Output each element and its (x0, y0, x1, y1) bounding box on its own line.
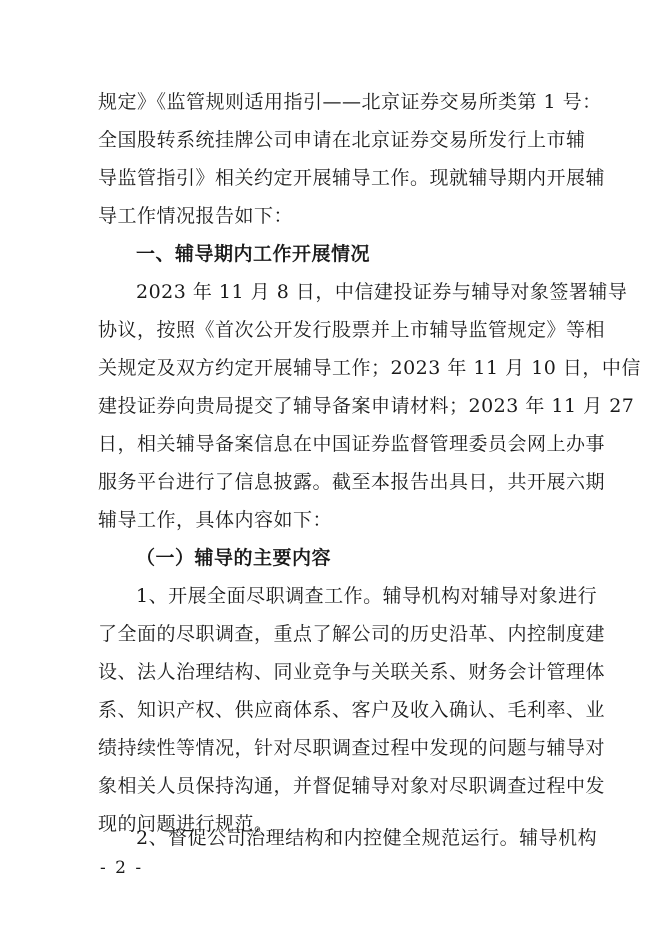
subsection-heading: （一）辅导的主要内容 (136, 547, 332, 569)
section-para-line-2: 协议，按照《首次公开发行股票并上市辅导监管规定》等相 (98, 319, 606, 341)
intro-line-3: 导监管指引》相关约定开展辅导工作。现就辅导期内开展辅 (98, 167, 606, 189)
section-para-line-6: 服务平台进行了信息披露。截至本报告出具日，共开展六期 (98, 471, 606, 493)
section-heading: 一、辅导期内工作开展情况 (136, 243, 371, 265)
section-para-line-1: 2023 年 11 月 8 日，中信建投证券与辅导对象签署辅导 (136, 281, 628, 303)
section-para-line-4: 建投证券向贵局提交了辅导备案申请材料；2023 年 11 月 27 (98, 395, 635, 417)
item1-line-1: 1、开展全面尽职调查工作。辅导机构对辅导对象进行 (136, 585, 598, 607)
page-number: - 2 - (100, 858, 144, 878)
item1-line-3: 设、法人治理结构、同业竞争与关联关系、财务会计管理体 (98, 661, 606, 683)
item1-line-2: 了全面的尽职调查，重点了解公司的历史沿革、内控制度建 (98, 623, 606, 645)
section-para-line-5: 日，相关辅导备案信息在中国证券监督管理委员会网上办事 (98, 433, 606, 455)
item2-line-1: 2、督促公司治理结构和内控健全规范运行。辅导机构 (136, 827, 598, 849)
item1-line-5: 绩持续性等情况，针对尽职调查过程中发现的问题与辅导对 (98, 737, 606, 759)
intro-line-1: 规定》《监管规则适用指引——北京证券交易所类第 1 号： (98, 91, 602, 113)
section-para-line-3: 关规定及双方约定开展辅导工作；2023 年 11 月 10 日，中信 (98, 357, 641, 379)
section-para-line-7: 辅导工作，具体内容如下： (98, 509, 333, 531)
item1-line-4: 系、知识产权、供应商体系、客户及收入确认、毛利率、业 (98, 699, 606, 721)
item1-line-6: 象相关人员保持沟通，并督促辅导对象对尽职调查过程中发 (98, 775, 606, 797)
intro-line-2: 全国股转系统挂牌公司申请在北京证券交易所发行上市辅 (98, 129, 586, 151)
intro-line-4: 导工作情况报告如下： (98, 205, 294, 227)
item1-line-7: 现的问题进行规范。 (98, 813, 274, 835)
